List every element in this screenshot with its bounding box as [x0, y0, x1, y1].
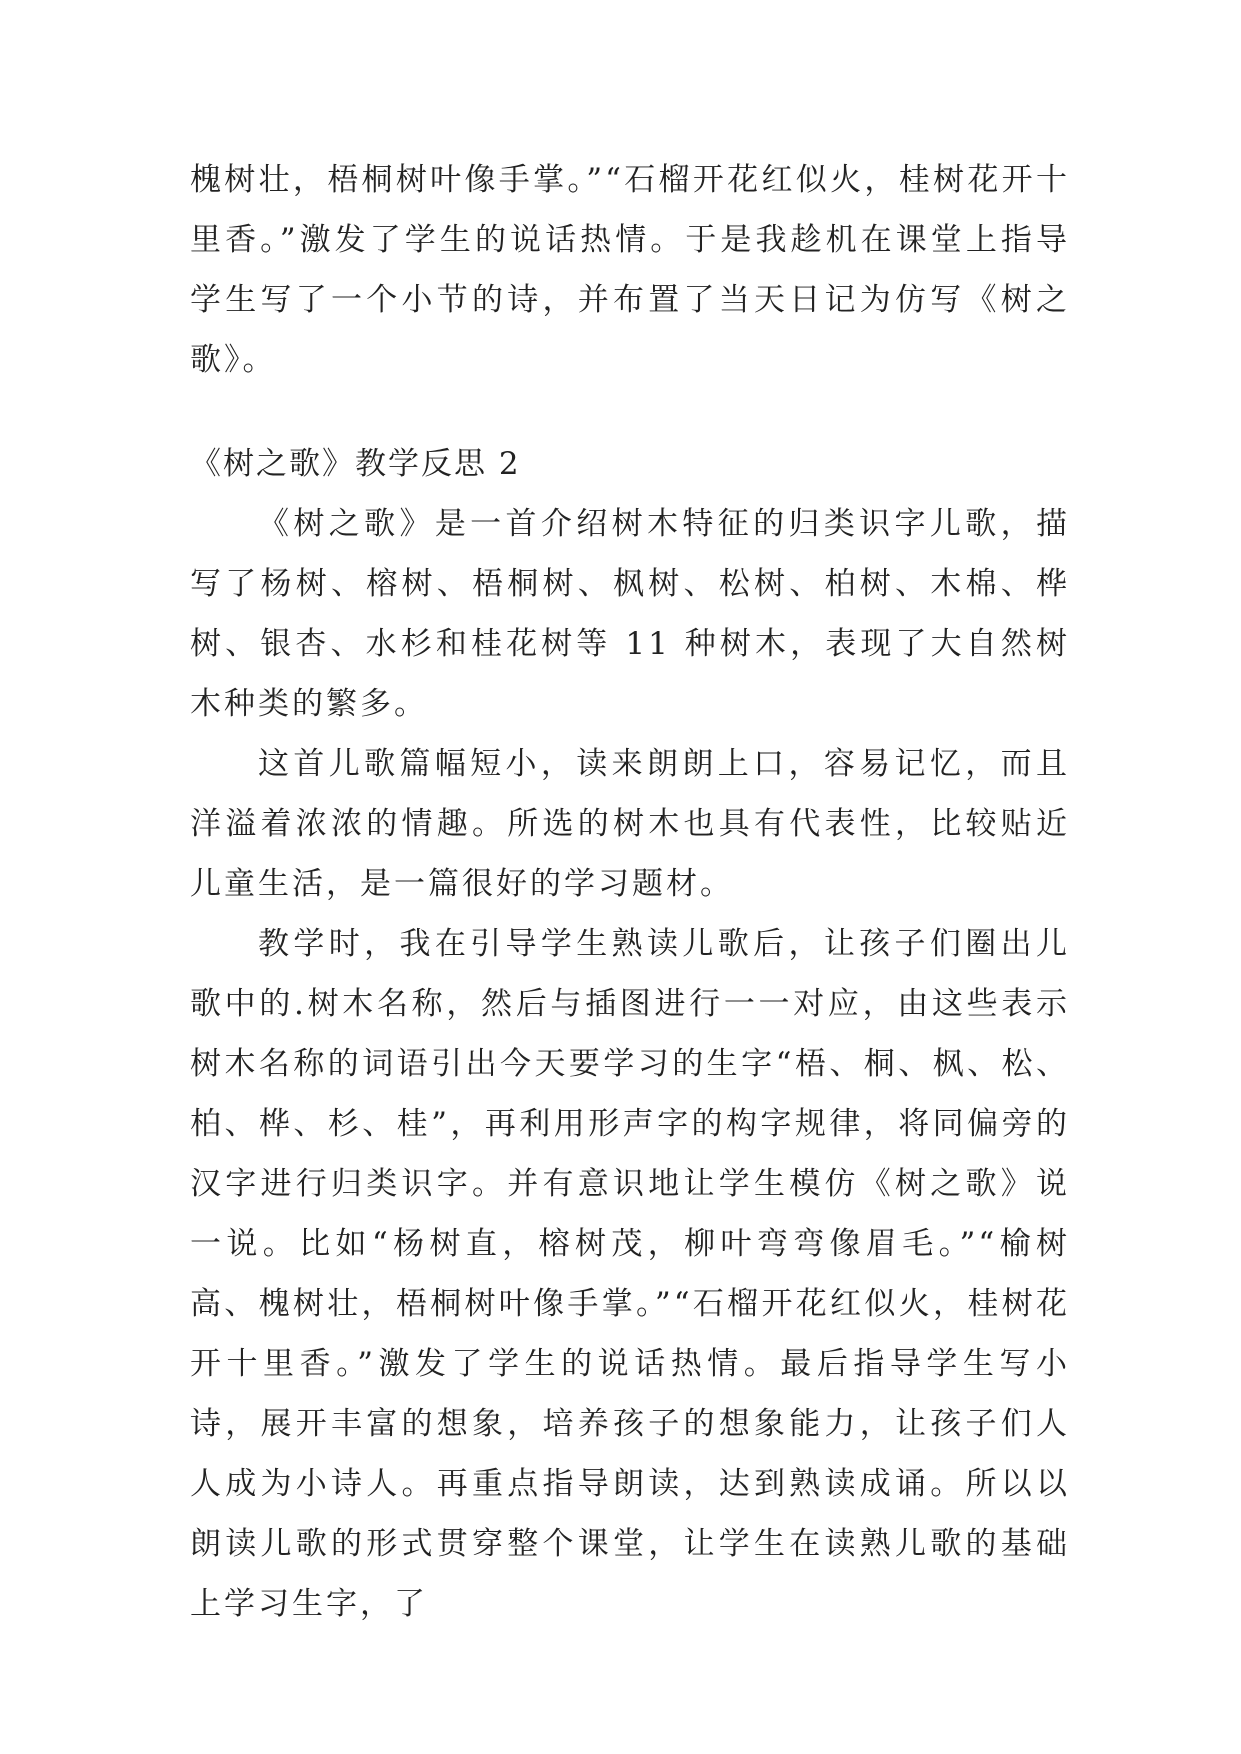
paragraph-intro: 《树之歌》是一首介绍树木特征的归类识字儿歌，描写了杨树、榕树、梧桐树、枫树、松树、柏树、木棉、桦树、银杏、水杉和桂花树等 11 种树木，表现了大自然树木种类的繁多。: [190, 506, 1070, 722]
paragraph-features: 这首儿歌篇幅短小，读来朗朗上口，容易记忆，而且洋溢着浓浓的情趣。所选的树木也具有代表性，比较贴近儿童生活，是一篇很好的学习题材。: [190, 746, 1070, 902]
document-body: [190, 150, 1070, 1634]
section-heading: 《树之歌》教学反思 2: [190, 446, 521, 482]
paragraph-teaching: 教学时，我在引导学生熟读儿歌后，让孩子们圈出儿歌中的.树木名称，然后与插图进行一一对应，由这些表示树木名称的词语引出今天要学习的生字“梧、桐、枫、松、柏、桦、杉、桂”，再利用形声字的构字规律，将同偏旁的汉字进行归类识字。并有意识地让学生模仿《树之歌》说一说。比如“杨树直，榕树茂，柳叶弯弯像眉毛。”“榆树高、槐树壮，梧桐树叶像手掌。”“石榴开花红似火，桂树花开十里香。”激发了学生的说话热情。最后指导学生写小诗，展开丰富的想象，培养孩子的想象能力，让孩子们人人成为小诗人。再重点指导朗读，达到熟读成诵。所以以朗读儿歌的形式贯穿整个课堂，让学生在读熟儿歌的基础上学习生字，了: [190, 926, 1070, 1622]
paragraph-continued: 槐树壮，梧桐树叶像手掌。”“石榴开花红似火，桂树花开十里香。”激发了学生的说话热情。于是我趁机在课堂上指导学生写了一个小节的诗，并布置了当天日记为仿写《树之歌》。: [190, 162, 1070, 378]
